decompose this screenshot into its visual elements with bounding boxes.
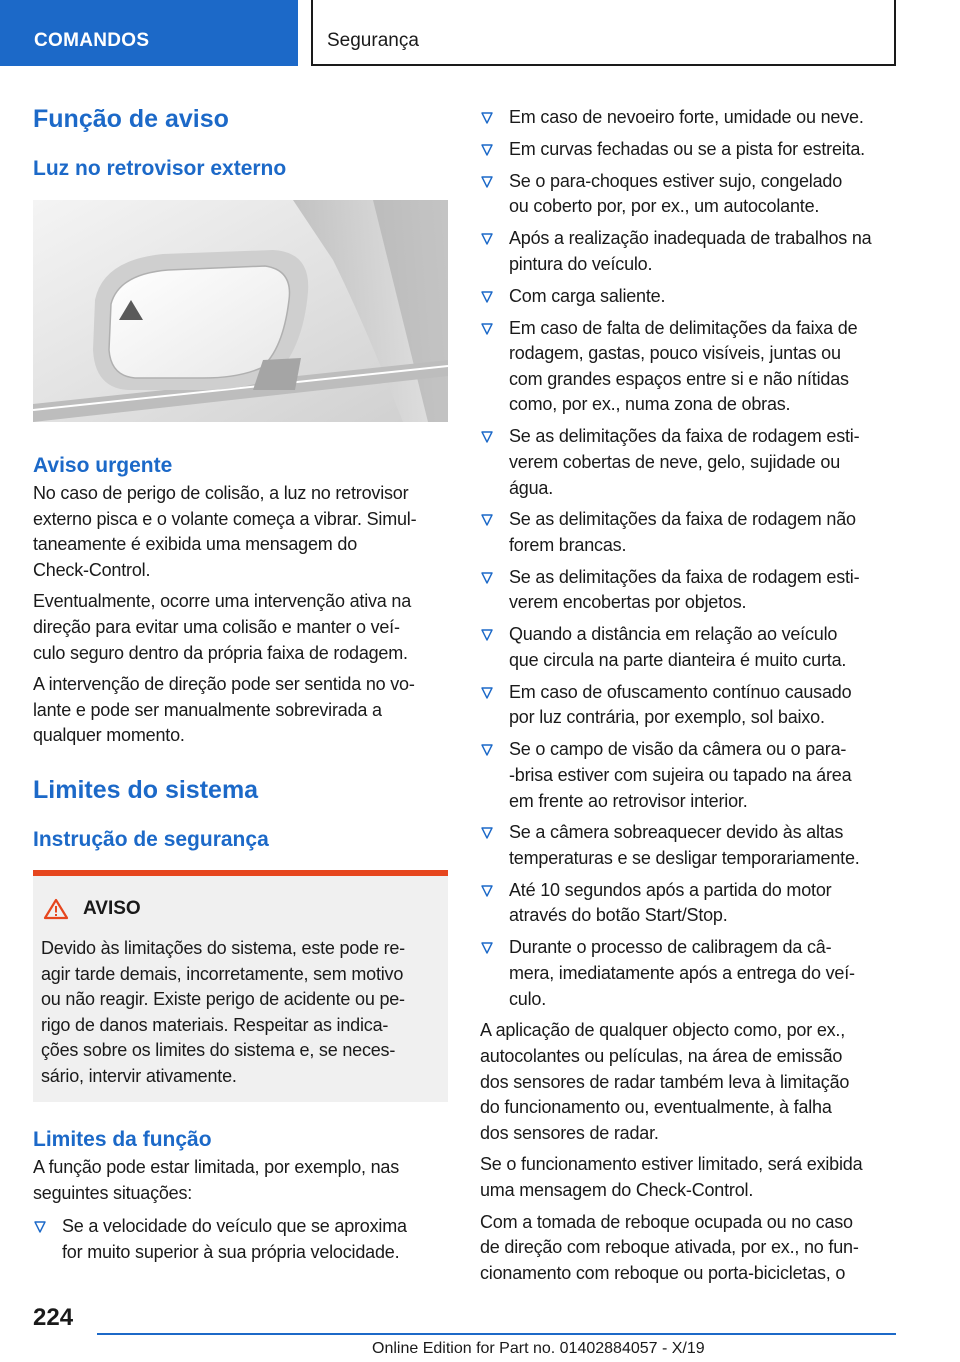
text-line: do funcionamento ou, eventualmente, à falha [480,1097,832,1118]
left-column [33,100,448,1265]
text-line: Se o para-choques estiver sujo, congelado [509,170,843,191]
text-line: pintura do veículo. [509,253,653,274]
text-line: externo pisca e o volante começa a vibrar. Simul‐ [33,508,417,529]
text-line: verem cobertas de neve, gelo, sujidade ou [509,451,841,472]
list-item [480,284,898,310]
text-line: Durante o processo de calibragem da câ‐ [509,937,832,958]
text-line: seguintes situações: [33,1182,193,1203]
triangle-bullet-icon [481,176,493,188]
text-line: em frente ao retrovisor interior. [509,790,748,811]
triangle-bullet-icon [34,1221,46,1233]
bullet-list-right [480,105,898,1012]
list-item [480,137,898,163]
section-title: COMANDOS [34,30,150,51]
text-line: rodagem, gastas, pouco visíveis, juntas ou [509,343,841,364]
text-line: Se as delimitações da faixa de rodagem esti‐ [509,426,860,447]
text-line: ções sobre os limites do sistema e, se neces‐ [41,1040,396,1061]
triangle-bullet-icon [481,629,493,641]
list-item [480,316,898,418]
list-item [480,169,898,220]
text-line: por luz contrária, por exemplo, sol baixo. [509,707,825,728]
text-line: ou não reagir. Existe perigo de acidente ou pe‐ [41,989,405,1010]
right-column [480,100,898,1286]
paragraph-intervencao [33,672,448,749]
list-item [480,507,898,558]
text-line: autocolantes ou películas, na área de emissão [480,1046,843,1067]
chapter-title: Segurança [327,30,419,51]
warning-title [43,898,141,920]
text-line: verem encobertas por objetos. [509,592,747,613]
section-tab [0,0,298,66]
list-item [480,565,898,616]
paragraph-funcionamento [480,1152,898,1203]
paragraph-limitada [33,1155,448,1206]
text-line: cionamento com reboque ou porta-bicicletas, o [480,1262,846,1283]
text-line: culo seguro dentro da própria faixa de rodagem. [33,642,408,663]
text-line: temperaturas e se desligar temporariamente. [509,848,860,868]
list-item [480,820,898,871]
triangle-bullet-icon [481,144,493,156]
list-item [480,737,898,814]
text-line: for muito superior à sua própria velocidade. [62,1241,400,1262]
text-line: rigo de danos materiais. Respeitar as indica‐ [41,1014,389,1035]
warning-triangle-icon [43,898,69,920]
text-line: Em caso de falta de delimitações da faixa de [509,317,858,338]
text-line: Quando a distância em relação ao veículo [509,624,838,645]
warning-label: AVISO [83,897,141,919]
text-line: -brisa estiver com sujeira ou tapado na área [509,764,852,785]
text-line: Se as delimitações da faixa de rodagem esti‐ [509,566,860,587]
list-item [480,622,898,673]
triangle-bullet-icon [481,942,493,954]
text-line: Em curvas fechadas ou se a pista for estreita. [509,138,865,159]
bullet-list-left [33,1214,448,1265]
list-item [480,878,898,929]
triangle-bullet-icon [481,514,493,526]
text-line: uma mensagem do Check-Control. [480,1180,754,1201]
text-line: lante e pode ser manualmente sobrevirada a [33,699,382,720]
text-line: Se o funcionamento estiver limitado, será exibida [480,1154,863,1175]
text-line: através do botão Start/Stop. [509,905,728,926]
footer-edition: Online Edition for Part no. 01402884057 - X/19 [372,1340,705,1357]
triangle-bullet-icon [481,572,493,584]
list-item [480,105,898,131]
text-line: direção para evitar uma colisão e manter o veí‐ [33,616,400,637]
text-line: Devido às limitações do sistema, este pode re‐ [41,937,405,958]
text-line: Eventualmente, ocorre uma intervenção ativa na [33,591,412,612]
text-line: que circula na parte dianteira é muito curta. [509,649,847,670]
triangle-bullet-icon [481,112,493,124]
paragraph-reboque [480,1210,898,1287]
heading-limites-funcao: Limites da função [33,1127,212,1151]
text-line: água. [509,477,554,498]
triangle-bullet-icon [481,885,493,897]
text-line: Se a velocidade do veículo que se aproxima [62,1216,407,1237]
footer-divider [97,1333,896,1335]
text-line: com grandes espaços entre si e não nítidas [509,368,849,389]
text-line: Após a realização inadequada de trabalhos na [509,228,872,249]
text-line: qualquer momento. [33,725,185,746]
paragraph-urgente [33,481,448,583]
text-line: Com a tomada de reboque ocupada ou no caso [480,1211,853,1232]
heading-instrucao-seguranca: Instrução de segurança [33,827,269,851]
list-item [480,935,898,1012]
triangle-bullet-icon [481,291,493,303]
list-item [480,226,898,277]
warning-box [33,870,448,1102]
text-line: forem brancas. [509,534,627,555]
list-item [33,1214,448,1265]
text-line: A função pode estar limitada, por exemplo, nas [33,1156,400,1177]
text-line: No caso de perigo de colisão, a luz no retrovisor [33,483,409,503]
text-line: Com carga saliente. [509,285,666,306]
chapter-header [311,0,896,66]
warning-text [41,936,441,1090]
text-line: Check-Control. [33,559,151,580]
text-line: dos sensores de radar. [480,1122,659,1143]
text-line: culo. [509,988,547,1009]
triangle-bullet-icon [481,431,493,443]
text-line: dos sensores de radar também leva à limitação [480,1071,850,1092]
text-line: sário, intervir ativamente. [41,1065,237,1086]
paragraph-aplicacao [480,1018,898,1146]
text-line: agir tarde demais, incorretamente, sem motivo [41,963,404,984]
text-line: de direção com reboque ativada, por ex., no fun‐ [480,1237,859,1258]
heading-limites-sistema: Limites do sistema [33,775,259,804]
heading-luz-retrovisor: Luz no retrovisor externo [33,157,287,180]
page-number: 224 [33,1304,74,1331]
mirror-illustration [33,200,448,422]
text-line: mera, imediatamente após a entrega do veí‐ [509,962,855,983]
text-line: Até 10 segundos após a partida do motor [509,879,832,900]
text-line: A intervenção de direção pode ser sentida no vo‐ [33,674,415,695]
heading-funcao-aviso: Função de aviso [33,105,229,133]
text-line: Se o campo de visão da câmera ou o para- [509,739,847,760]
triangle-bullet-icon [481,233,493,245]
text-line: como, por ex., numa zona de obras. [509,394,791,415]
paragraph-eventual [33,589,448,666]
triangle-bullet-icon [481,323,493,335]
text-line: taneamente é exibida uma mensagem do [33,534,358,555]
text-line: Em caso de ofuscamento contínuo causado [509,681,852,702]
heading-aviso-urgente: Aviso urgente [33,454,173,477]
triangle-bullet-icon [481,827,493,839]
list-item [480,424,898,501]
triangle-bullet-icon [481,744,493,756]
text-line: ou coberto por, por ex., um autocolante. [509,196,820,217]
list-item [480,680,898,731]
text-line: Se as delimitações da faixa de rodagem não [509,509,856,530]
text-line: Em caso de nevoeiro forte, umidade ou neve. [509,107,864,127]
text-line: Se a câmera sobreaquecer devido às altas [509,822,844,843]
triangle-bullet-icon [481,687,493,699]
text-line: A aplicação de qualquer objecto como, por ex., [480,1020,846,1041]
